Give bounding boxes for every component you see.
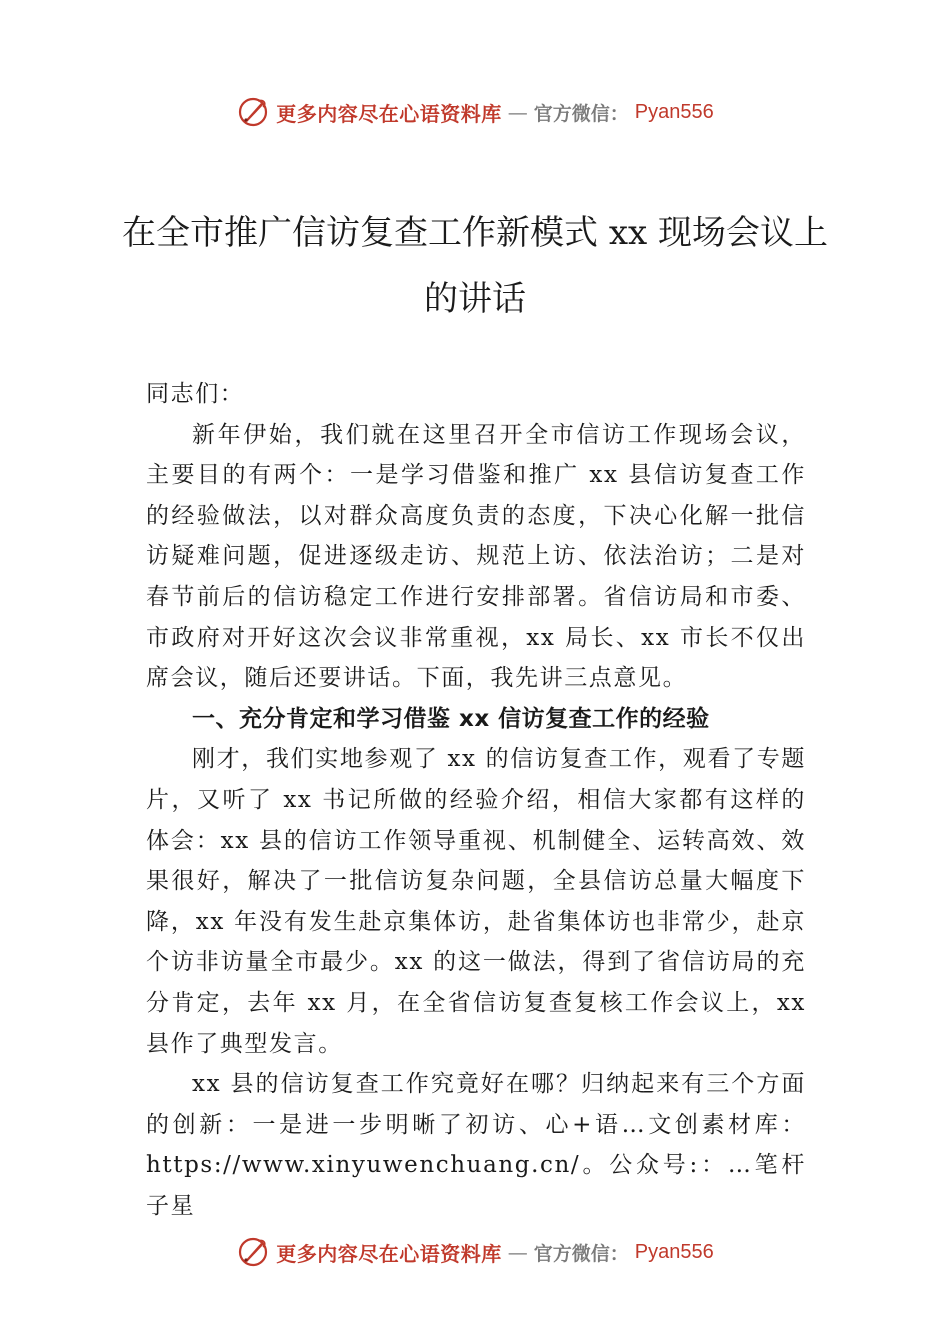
- salutation: 同志们：: [146, 381, 245, 407]
- header-banner: [0, 92, 950, 132]
- document-body: [146, 374, 806, 1226]
- paragraph-innovation: xx 县的信访复查工作究竟好在哪？归纳起来有三个方面的创新：一是进一步明晰了初访、心+语…文创素材库：https://www.xinyuwenchuang.cn/。公众号:：…笔杆子星: [146, 1071, 806, 1219]
- footer-banner: [0, 1232, 950, 1272]
- banner-promo-text: 更多内容尽在心语资料库: [276, 101, 502, 126]
- banner-separator: —: [507, 100, 528, 124]
- banner-separator: —: [507, 1240, 528, 1264]
- banner-wechat-id: Pyan556: [634, 1240, 714, 1263]
- paragraph-experience: 刚才，我们实地参观了 xx 的信访复查工作，观看了专题片，又听了 xx 书记所做的经验介绍，相信大家都有这样的体会：xx 县的信访工作领导重视、机制健全、运转高效、效果很好，解决了一批信访复杂问题，全县信访总量大幅度下降，xx 年没有发生赴京集体访，赴省集体访也非常少，赴京个访非访量全市最少。xx 的这一做法，得到了省信访局的充分肯定，去年 xx 月，在全省信访复查复核工作会议上，xx 县作了典型发言。: [146, 746, 806, 1057]
- banner-promo-text: 更多内容尽在心语资料库: [276, 1241, 502, 1266]
- quill-pen-logo-icon: [236, 1235, 270, 1269]
- banner-wechat-id: Pyan556: [634, 100, 714, 123]
- banner-wechat-label: 官方微信：: [533, 102, 629, 125]
- paragraph-intro: 新年伊始，我们就在这里召开全市信访工作现场会议，主要目的有两个：一是学习借鉴和推广 xx 县信访复查工作的经验做法，以对群众高度负责的态度，下决心化解一批信访疑难问题，促进逐级走访、规范上访、依法治访；二是对春节前后的信访稳定工作进行安排部署。省信访局和市委、市政府对开好这次会议非常重视，xx 局长、xx 市长不仅出席会议，随后还要讲话。下面，我先讲三点意见。: [146, 421, 806, 692]
- quill-pen-logo-icon: [236, 95, 270, 129]
- section-heading-1: 一、充分肯定和学习借鉴 xx 信访复查工作的经验: [192, 705, 710, 732]
- banner-wechat-label: 官方微信：: [533, 1242, 629, 1265]
- document-title: 在全市推广信访复查工作新模式 xx 现场会议上的讲话: [122, 213, 828, 319]
